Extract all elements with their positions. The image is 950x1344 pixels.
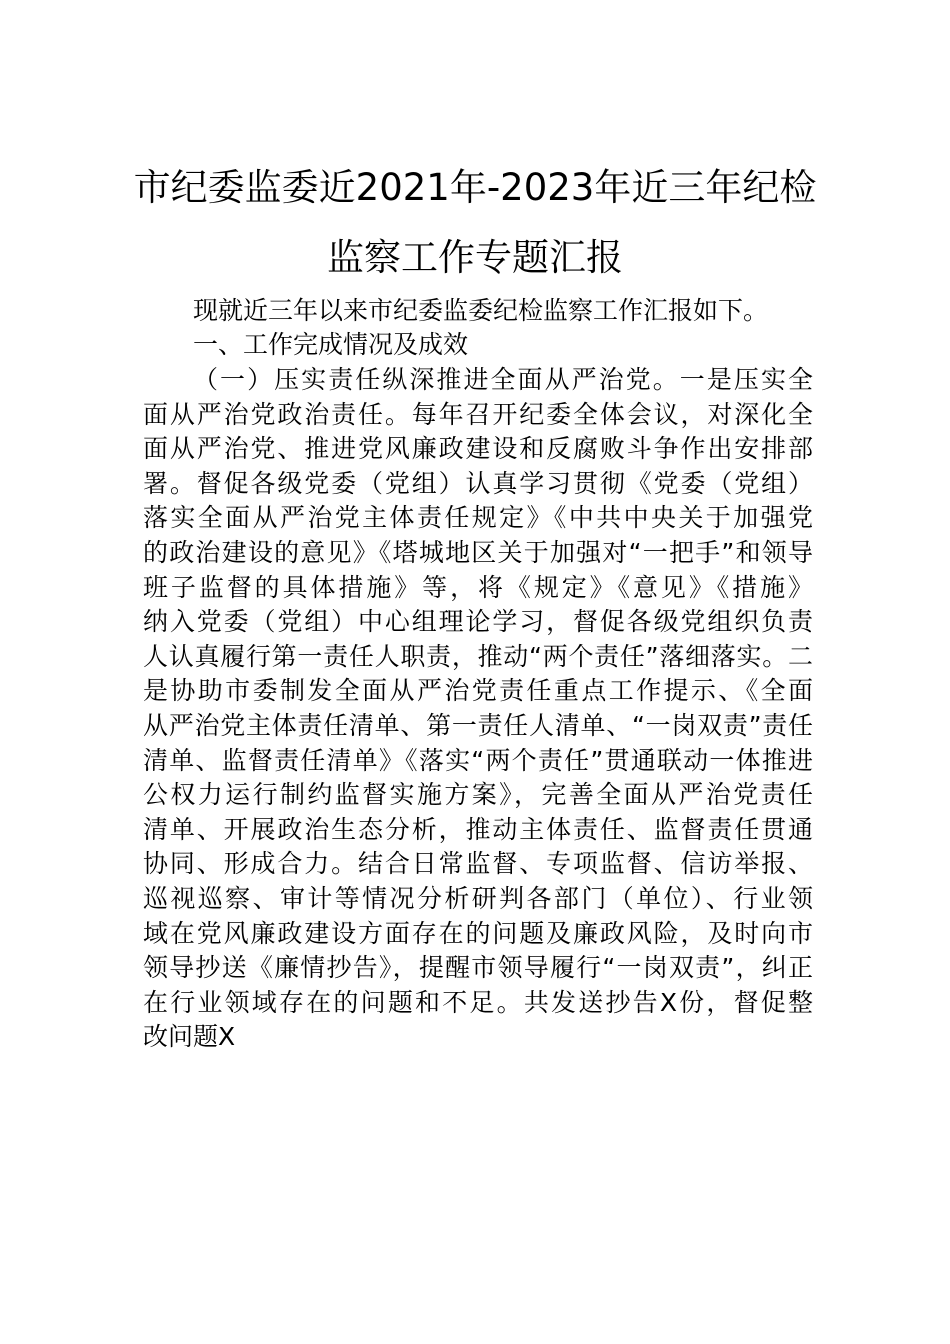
paragraph-line: 清单、监督责任清单》《落实“两个责任”贯通联动一体推进 — [143, 745, 813, 775]
paragraph-line: 领导抄送《廉情抄告》，提醒市领导履行“一岗双责”，纠正 — [143, 953, 813, 983]
paragraph-line: （一）压实责任纵深推进全面从严治党。一是压实全 — [193, 365, 813, 394]
paragraph-line: 在行业领域存在的问题和不足。共发送抄告X份，督促整 — [143, 987, 813, 1017]
intro-sentence: 现就近三年以来市纪委监委纪检监察工作汇报如下。 — [193, 296, 769, 325]
paragraph-line: 班子监督的具体措施》等，将《规定》《意见》《措施》 — [143, 572, 813, 602]
document-title-line-2: 监察工作专题汇报 — [327, 236, 623, 279]
paragraph-line: 巡视巡察、审计等情况分析研判各部门（单位）、行业领 — [143, 883, 813, 913]
paragraph-line: 是协助市委制发全面从严治党责任重点工作提示、《全面 — [143, 676, 813, 706]
paragraph-line: 纳入党委（党组）中心组理论学习，督促各级党组织负责 — [143, 607, 813, 637]
paragraph-line: 面从严治党政治责任。每年召开纪委全体会议，对深化全 — [143, 399, 813, 429]
paragraph-line: 面从严治党、推进党风廉政建设和反腐败斗争作出安排部 — [143, 434, 813, 464]
paragraph-line: 落实全面从严治党主体责任规定》《中共中央关于加强党 — [143, 503, 813, 533]
document-title-line-1: 市纪委监委近2021年-2023年近三年纪检 — [133, 166, 817, 209]
paragraph-line: 清单、开展政治生态分析，推动主体责任、监督责任贯通 — [143, 814, 813, 844]
paragraph-line: 公权力运行制约监督实施方案》，完善全面从严治党责任 — [143, 780, 813, 810]
section-heading: 一、工作完成情况及成效 — [193, 330, 469, 359]
paragraph-line: 协同、形成合力。结合日常监督、专项监督、信访举报、 — [143, 849, 813, 879]
paragraph-line: 域在党风廉政建设方面存在的问题及廉政风险，及时向市 — [143, 918, 813, 948]
paragraph-line: 署。督促各级党委（党组）认真学习贯彻《党委（党组） — [143, 468, 813, 498]
paragraph-line: 改问题X — [143, 1022, 236, 1052]
body-paragraph — [143, 363, 813, 1055]
paragraph-line: 的政治建设的意见》《塔城地区关于加强对“一把手”和领导 — [143, 537, 813, 567]
paragraph-line: 从严治党主体责任清单、第一责任人清单、“一岗双责”责任 — [143, 710, 813, 740]
paragraph-line: 人认真履行第一责任人职责，推动“两个责任”落细落实。二 — [143, 641, 813, 671]
